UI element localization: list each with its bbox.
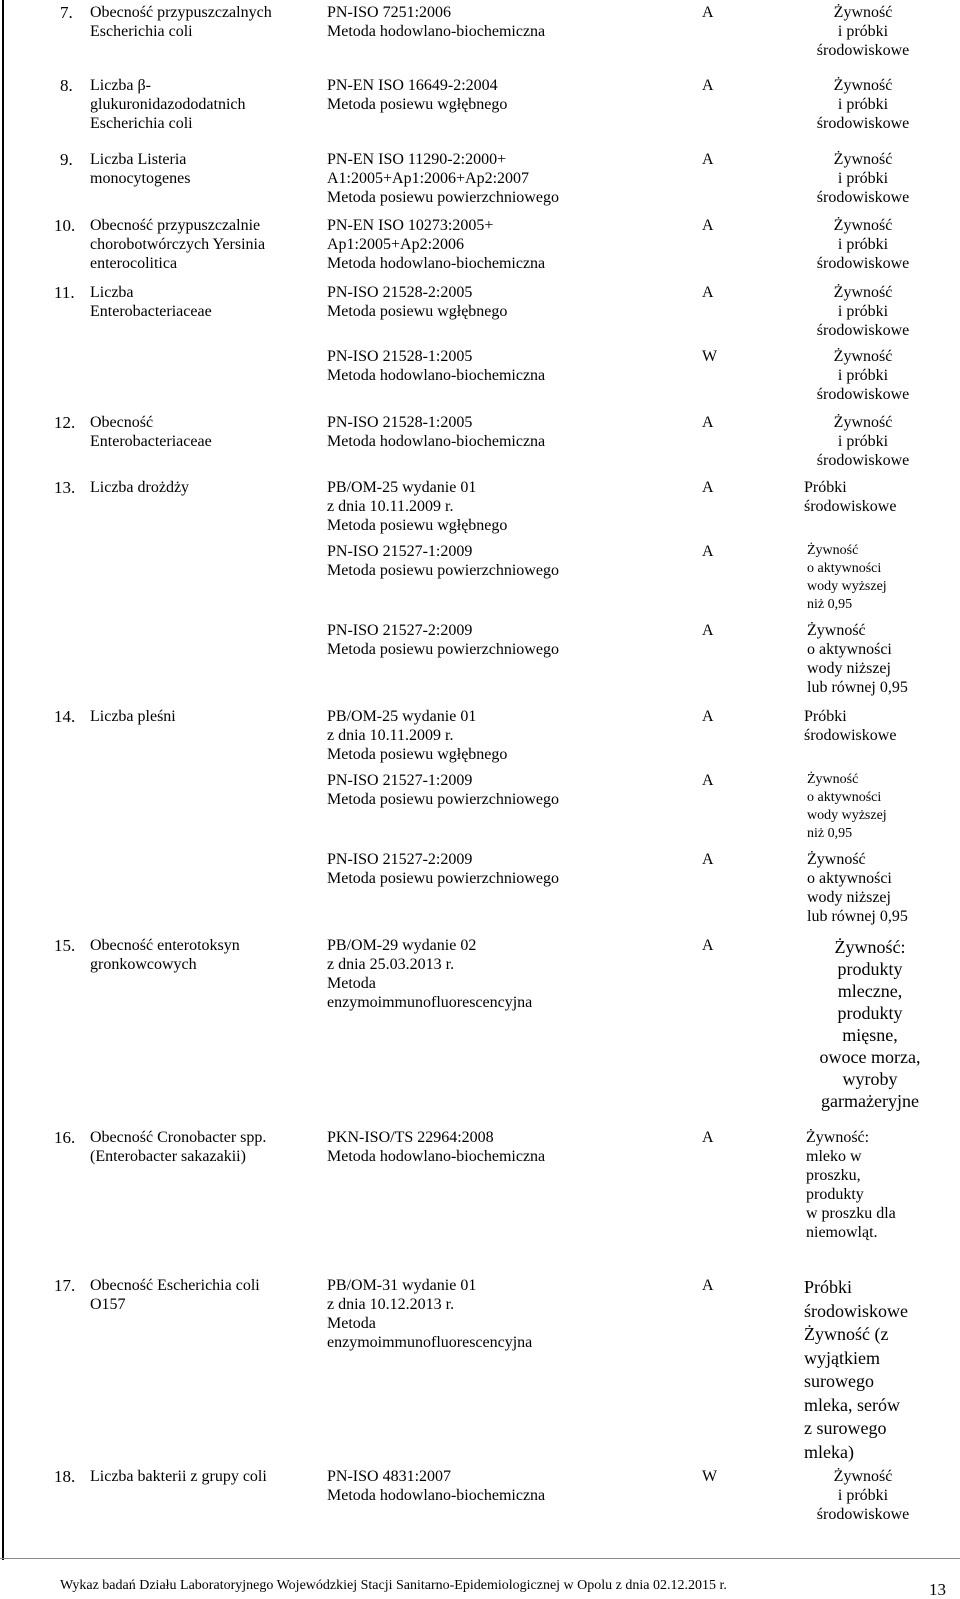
accreditation-status: A bbox=[702, 4, 714, 21]
cell-line: PB/OM-31 wydanie 01 bbox=[327, 1277, 477, 1294]
cell-line: Escherichia coli bbox=[90, 23, 193, 40]
cell-line: środowiskowe bbox=[816, 322, 910, 339]
method-cell bbox=[327, 347, 545, 385]
cell-line: garmażeryjne bbox=[821, 1091, 919, 1111]
method-cell bbox=[327, 1128, 545, 1166]
cell-line: wyroby bbox=[842, 1069, 898, 1089]
cell-line: z dnia 25.03.2013 r. bbox=[327, 956, 455, 973]
cell-line: enterocolitica bbox=[90, 255, 178, 272]
scope-cell bbox=[800, 283, 926, 340]
accreditation-status: A bbox=[702, 543, 714, 560]
cell-line: Metoda hodowlano-biochemiczna bbox=[327, 367, 546, 384]
row-number: 9. bbox=[60, 150, 73, 169]
cell-line: Żywność bbox=[807, 772, 859, 787]
scope-cell bbox=[804, 1276, 908, 1464]
cell-line: Metoda hodowlano-biochemiczna bbox=[327, 23, 546, 40]
cell-line: o aktywności bbox=[807, 561, 882, 576]
cell-line: (Enterobacter sakazakii) bbox=[90, 1148, 246, 1165]
cell-line: i próbki bbox=[837, 23, 889, 40]
method-cell bbox=[327, 850, 559, 888]
scope-cell bbox=[806, 1128, 896, 1242]
cell-line: glukuronidazododatnich bbox=[90, 96, 246, 113]
cell-line: środowiskowe bbox=[816, 386, 910, 403]
cell-line: środowiskowe bbox=[816, 255, 910, 272]
cell-line: i próbki bbox=[837, 303, 889, 320]
cell-line: o aktywności bbox=[807, 790, 882, 805]
scope-cell bbox=[800, 3, 926, 60]
cell-line: i próbki bbox=[837, 1487, 889, 1504]
method-cell bbox=[327, 3, 545, 41]
cell-line: wyjątkiem bbox=[804, 1347, 880, 1368]
parameter-cell bbox=[90, 1276, 260, 1314]
cell-line: Metoda posiewu powierzchniowego bbox=[327, 870, 559, 887]
method-cell bbox=[327, 707, 507, 764]
cell-line: Obecność enterotoksyn bbox=[90, 937, 240, 954]
method-cell bbox=[327, 216, 545, 273]
cell-line: Żywność bbox=[833, 151, 893, 168]
cell-line: Metoda posiewu wgłębnego bbox=[327, 96, 508, 113]
scope-cell bbox=[800, 413, 926, 470]
parameter-cell bbox=[90, 478, 189, 497]
scope-cell bbox=[800, 1467, 926, 1524]
method-cell bbox=[327, 936, 532, 1012]
accreditation-status: A bbox=[702, 151, 714, 168]
cell-line: PB/OM-25 wydanie 01 bbox=[327, 479, 477, 496]
cell-line: i próbki bbox=[837, 170, 889, 187]
cell-line: Metoda hodowlano-biochemiczna bbox=[327, 433, 546, 450]
cell-line: środowiskowe bbox=[804, 498, 897, 515]
cell-line: Obecność przypuszczalnych bbox=[90, 4, 272, 21]
cell-line: mięsne, bbox=[842, 1025, 898, 1045]
cell-line: niemowląt. bbox=[806, 1224, 878, 1241]
cell-line: mleko w bbox=[806, 1148, 862, 1165]
cell-line: Metoda hodowlano-biochemiczna bbox=[327, 1487, 546, 1504]
accreditation-status: A bbox=[702, 1129, 714, 1146]
cell-line: Metoda bbox=[327, 1315, 376, 1332]
accreditation-status: A bbox=[702, 708, 714, 725]
cell-line: Metoda posiewu wgłębnego bbox=[327, 517, 508, 534]
row-number: 18. bbox=[54, 1467, 76, 1486]
row-number: 14. bbox=[54, 707, 76, 726]
accreditation-status: A bbox=[702, 77, 714, 94]
cell-line: środowiskowe bbox=[816, 42, 910, 59]
parameter-cell bbox=[90, 1467, 267, 1486]
cell-line: wody wyższej bbox=[807, 808, 887, 823]
scope-cell bbox=[800, 216, 926, 273]
cell-line: wody wyższej bbox=[807, 579, 887, 594]
row-number: 10. bbox=[54, 216, 76, 235]
cell-line: Żywność bbox=[833, 1468, 893, 1485]
cell-line: PN-EN ISO 11290-2:2000+ bbox=[327, 151, 507, 168]
cell-line: Metoda posiewu powierzchniowego bbox=[327, 791, 559, 808]
cell-line: i próbki bbox=[837, 96, 889, 113]
cell-line: Liczba bbox=[90, 284, 134, 301]
accreditation-status: W bbox=[702, 1468, 718, 1485]
cell-line: enzymoimmunofluorescencyjna bbox=[327, 1334, 533, 1351]
cell-line: mleka, serów bbox=[804, 1394, 900, 1415]
method-cell bbox=[327, 542, 559, 580]
cell-line: mleczne, bbox=[837, 981, 903, 1001]
cell-line: Ap1:2005+Ap2:2006 bbox=[327, 236, 465, 253]
scope-cell bbox=[807, 771, 887, 843]
cell-line: PN-EN ISO 16649-2:2004 bbox=[327, 77, 498, 94]
method-cell bbox=[327, 76, 507, 114]
cell-line: A1:2005+Ap1:2006+Ap2:2007 bbox=[327, 170, 530, 187]
scope-cell bbox=[800, 347, 926, 404]
cell-line: monocytogenes bbox=[90, 170, 191, 187]
scope-cell bbox=[804, 478, 896, 516]
cell-line: PKN-ISO/TS 22964:2008 bbox=[327, 1129, 494, 1146]
cell-line: wody niższej bbox=[807, 660, 891, 677]
cell-line: Metoda posiewu powierzchniowego bbox=[327, 562, 559, 579]
scope-cell bbox=[804, 707, 896, 745]
cell-line: Próbki bbox=[804, 708, 847, 725]
cell-line: PN-ISO 21527-2:2009 bbox=[327, 622, 473, 639]
cell-line: Liczba β- bbox=[90, 77, 151, 94]
scope-cell bbox=[800, 76, 926, 133]
cell-line: lub równej 0,95 bbox=[807, 908, 908, 925]
cell-line: surowego bbox=[804, 1371, 874, 1391]
row-number: 7. bbox=[60, 3, 73, 22]
scope-cell bbox=[807, 621, 908, 697]
accreditation-status: A bbox=[702, 217, 714, 234]
cell-line: Żywność bbox=[833, 217, 893, 234]
cell-line: proszku, bbox=[806, 1167, 861, 1184]
accreditation-status: A bbox=[702, 772, 714, 789]
method-cell bbox=[327, 283, 507, 321]
cell-line: Żywność bbox=[833, 4, 893, 21]
method-cell bbox=[327, 413, 545, 451]
cell-line: Obecność Cronobacter spp. bbox=[90, 1129, 267, 1146]
cell-line: PN-ISO 21527-1:2009 bbox=[327, 772, 473, 789]
cell-line: o aktywności bbox=[807, 641, 892, 658]
cell-line: w proszku dla bbox=[806, 1205, 896, 1222]
accreditation-status: A bbox=[702, 284, 714, 301]
cell-line: Enterobacteriaceae bbox=[90, 433, 212, 450]
row-number: 15. bbox=[54, 936, 76, 955]
cell-line: Metoda hodowlano-biochemiczna bbox=[327, 1148, 546, 1165]
cell-line: PN-ISO 21527-1:2009 bbox=[327, 543, 473, 560]
scope-cell bbox=[807, 850, 908, 926]
cell-line: Liczba Listeria bbox=[90, 151, 187, 168]
cell-line: Metoda hodowlano-biochemiczna bbox=[327, 255, 546, 272]
scope-cell bbox=[807, 542, 887, 614]
page-bottom-rule bbox=[0, 1558, 960, 1559]
cell-line: lub równej 0,95 bbox=[807, 679, 908, 696]
accreditation-status: A bbox=[702, 479, 714, 496]
cell-line: PN-EN ISO 10273:2005+ bbox=[327, 217, 494, 234]
parameter-cell bbox=[90, 413, 212, 451]
accreditation-status: A bbox=[702, 1277, 714, 1294]
cell-line: środowiskowe bbox=[816, 452, 910, 469]
cell-line: Żywność bbox=[807, 851, 866, 868]
cell-line: produkty bbox=[837, 959, 903, 979]
cell-line: gronkowcowych bbox=[90, 956, 197, 973]
row-number: 13. bbox=[54, 478, 76, 497]
cell-line: Próbki bbox=[804, 479, 847, 496]
method-cell bbox=[327, 1276, 532, 1352]
accreditation-status: W bbox=[702, 348, 718, 365]
parameter-cell bbox=[90, 216, 265, 273]
row-number: 11. bbox=[54, 283, 75, 302]
cell-line: Escherichia coli bbox=[90, 115, 193, 132]
scope-cell bbox=[800, 150, 926, 207]
cell-line: O157 bbox=[90, 1296, 126, 1313]
cell-line: Żywność bbox=[833, 414, 893, 431]
cell-line: Żywność: bbox=[834, 937, 906, 957]
cell-line: Metoda bbox=[327, 975, 376, 992]
cell-line: Metoda posiewu powierzchniowego bbox=[327, 641, 559, 658]
cell-line: Liczba bakterii z grupy coli bbox=[90, 1468, 267, 1485]
row-number: 16. bbox=[54, 1128, 76, 1147]
cell-line: środowiskowe bbox=[816, 115, 910, 132]
cell-line: środowiskowe bbox=[804, 727, 897, 744]
cell-line: niż 0,95 bbox=[807, 597, 853, 612]
method-cell bbox=[327, 478, 507, 535]
cell-line: Metoda posiewu wgłębnego bbox=[327, 303, 508, 320]
cell-line: Próbki bbox=[804, 1277, 853, 1297]
cell-line: wody niższej bbox=[807, 889, 891, 906]
cell-line: z dnia 10.11.2009 r. bbox=[327, 727, 454, 744]
parameter-cell bbox=[90, 936, 240, 974]
accreditation-status: A bbox=[702, 622, 714, 639]
cell-line: Żywność bbox=[807, 543, 859, 558]
method-cell bbox=[327, 150, 559, 207]
parameter-cell bbox=[90, 283, 212, 321]
cell-line: i próbki bbox=[837, 433, 889, 450]
cell-line: PN-ISO 4831:2007 bbox=[327, 1468, 452, 1485]
cell-line: enzymoimmunofluorescencyjna bbox=[327, 994, 533, 1011]
cell-line: Żywność bbox=[833, 77, 893, 94]
row-number: 8. bbox=[60, 76, 73, 95]
cell-line: środowiskowe bbox=[804, 1300, 908, 1321]
cell-line: Żywność bbox=[807, 622, 866, 639]
cell-line: Żywność: bbox=[806, 1129, 870, 1146]
row-number: 17. bbox=[54, 1276, 76, 1295]
cell-line: i próbki bbox=[837, 367, 889, 384]
page-footer: Wykaz badań Działu Laboratoryjnego Wojewódzkiej Stacji Sanitarno-Epidemiologicznej w Opolu z dnia 02.12.2015 r. bbox=[60, 1578, 727, 1593]
cell-line: środowiskowe bbox=[816, 189, 910, 206]
method-cell bbox=[327, 621, 559, 659]
parameter-cell bbox=[90, 1128, 266, 1166]
cell-line: niż 0,95 bbox=[807, 826, 853, 841]
parameter-cell bbox=[90, 150, 190, 188]
accreditation-status: A bbox=[702, 851, 714, 868]
cell-line: PN-ISO 21528-1:2005 bbox=[327, 348, 473, 365]
cell-line: Enterobacteriaceae bbox=[90, 303, 212, 320]
cell-line: Żywność (z bbox=[804, 1324, 889, 1344]
cell-line: PB/OM-25 wydanie 01 bbox=[327, 708, 477, 725]
cell-line: z surowego bbox=[804, 1418, 887, 1438]
cell-line: PB/OM-29 wydanie 02 bbox=[327, 937, 477, 954]
cell-line: z dnia 10.11.2009 r. bbox=[327, 498, 454, 515]
cell-line: PN-ISO 7251:2006 bbox=[327, 4, 452, 21]
cell-line: PN-ISO 21527-2:2009 bbox=[327, 851, 473, 868]
cell-line: Żywność bbox=[833, 348, 893, 365]
scope-cell bbox=[806, 936, 934, 1112]
parameter-cell bbox=[90, 3, 272, 41]
parameter-cell bbox=[90, 707, 176, 726]
cell-line: produkty bbox=[837, 1003, 903, 1023]
cell-line: Metoda posiewu powierzchniowego bbox=[327, 189, 559, 206]
cell-line: z dnia 10.12.2013 r. bbox=[327, 1296, 455, 1313]
cell-line: środowiskowe bbox=[816, 1506, 910, 1523]
cell-line: Żywność bbox=[833, 284, 893, 301]
cell-line: Liczba pleśni bbox=[90, 708, 176, 725]
cell-line: Metoda posiewu wgłębnego bbox=[327, 746, 508, 763]
cell-line: i próbki bbox=[837, 236, 889, 253]
accreditation-status: A bbox=[702, 414, 714, 431]
cell-line: o aktywności bbox=[807, 870, 892, 887]
page-border-left bbox=[2, 0, 4, 1560]
cell-line: PN-ISO 21528-2:2005 bbox=[327, 284, 473, 301]
parameter-cell bbox=[90, 76, 246, 133]
cell-line: Liczba drożdży bbox=[90, 479, 190, 496]
page-number: 13 bbox=[929, 1580, 946, 1599]
cell-line: owoce morza, bbox=[819, 1047, 921, 1067]
method-cell bbox=[327, 1467, 545, 1505]
method-cell bbox=[327, 771, 559, 809]
cell-line: Obecność bbox=[90, 414, 154, 431]
row-number: 12. bbox=[54, 413, 76, 432]
cell-line: mleka) bbox=[804, 1441, 854, 1462]
cell-line: Obecność Escherichia coli bbox=[90, 1277, 260, 1294]
cell-line: PN-ISO 21528-1:2005 bbox=[327, 414, 473, 431]
accreditation-status: A bbox=[702, 937, 714, 954]
cell-line: chorobotwórczych Yersinia bbox=[90, 236, 266, 253]
cell-line: produkty bbox=[806, 1186, 864, 1203]
cell-line: Obecność przypuszczalnie bbox=[90, 217, 261, 234]
